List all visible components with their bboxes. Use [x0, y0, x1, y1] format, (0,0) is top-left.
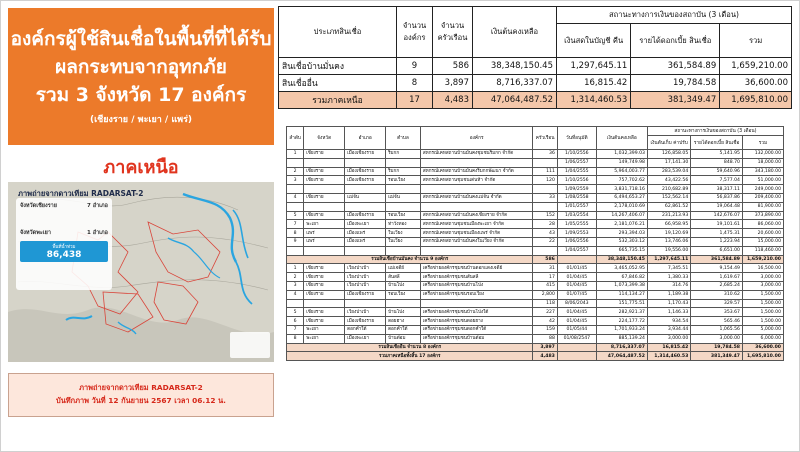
summary-header-status: สถานะทางการเงินของสถาบัน (3 เดือน) — [557, 7, 792, 24]
satellite-map — [8, 182, 274, 362]
summary-header-orgs: จำนวนองค์กร — [397, 7, 433, 58]
detail-grand-total: รวมภาคเหนือทั้งสิ้น 17 องค์กร 4,483 47,064,487.52 1,314,460.53 381,349.47 1,695,810.00 — [287, 352, 784, 361]
summary-row: สินเชื่ออื่น 8 3,897 8,716,337.07 16,815.42 19,784.58 36,600.00 — [279, 75, 792, 92]
region-label: ภาคเหนือ — [103, 157, 179, 178]
map-legend — [230, 332, 270, 358]
caption-line-2: บันทึกภาพ วันที่ 12 กันยายน 2567 เวลา 06.12 น. — [56, 396, 226, 405]
map-caption — [8, 373, 274, 417]
map-title: ภาพถ่ายจากดาวเทียม RADARSAT-2 — [18, 189, 144, 198]
detail-row: 3 เชียงราย เวียงป่าเป้า บ้านโป่ง เครือข่ายองค์กรชุมชนบ้านโป่ง 415 01/04/45 1,073,399.38 314.76 2,685.24 3,000.00 — [287, 281, 784, 290]
detail-row: 7 พะเยา เมืองพะเยา ท่าวังทอง สหกรณ์เคหสถานชุมชนเมืองพะเยา จำกัด 28 1/05/2555 2,181,076.21 66,958.95 19,101.61 86,060.00 — [287, 220, 784, 229]
detail-row: 8 แพร่ เมืองแพร่ ในเวียง สหกรณ์เคหสถานชุมชนเมืองแพร่ จำกัด 43 1/09/2553 293,394.03 19,120.69 1,475.31 20,600.00 — [287, 229, 784, 238]
summary-row: สินเชื่อบ้านมั่นคง 9 586 38,348,150.45 1,297,645.11 361,584.89 1,659,210.00 — [279, 58, 792, 75]
detail-row: 118 8/06/2043 151,775.51 1,170.43 329.57 1,500.00 — [287, 299, 784, 308]
title-block — [8, 8, 274, 145]
detail-row: 5 เชียงราย เวียงป่าเป้า บ้านโป่ง เครือข่ายองค์กรชุมชนบ้านโป่งใต้ 227 01/04/45 282,921.37 1,146.33 353.67 1,500.00 — [287, 308, 784, 317]
flood-area-box: พื้นที่น้ำท่วม 86,438 — [20, 241, 108, 262]
map-province-1: จังหวัดเชียงราย 7 อำเภอ — [20, 203, 108, 209]
detail-row: 6 เชียงราย เมืองเชียงราย ดอยฮาง เครือข่ายองค์กรชุมชนดอยฮาง 42 01/04/45 224,177.72 934.54 565.46 1,500.00 — [287, 317, 784, 326]
summary-header-balance: เงินต้นคงเหลือ — [473, 7, 557, 58]
summary-header-households: จำนวนครัวเรือน — [433, 7, 473, 58]
detail-row: 4 เชียงราย แม่จัน แม่จัน สหกรณ์เคหสถานบ้านมั่นคงแม่จัน จำกัด 33 1/08/2558 6,494,653.27 152,562.14 56,837.86 209,400.00 — [287, 193, 784, 202]
detail-row: 1 เชียงราย เมืองเชียงราย ริมกก สหกรณ์เคหสถานบ้านมั่นคงชุมชนริมกก จำกัด 36 1/10/2556 1,032,399.03 126,858.05 5,141.95 132,000.00 — [287, 150, 784, 159]
summary-table — [278, 6, 792, 109]
detail-row: 4 เชียงราย เมืองเชียงราย รอบเวียง เครือข่ายองค์กรชุมชนรอบเวียง 2,800 01/07/45 114,134.27 1,189.38 310.62 1,500.00 — [287, 290, 784, 299]
detail-subtotal-2: รวมสินเชื่ออื่น จำนวน 8 องค์กร 3,897 8,716,337.07 16,815.42 19,784.58 36,600.00 — [287, 343, 784, 352]
detail-row: 2 เชียงราย เมืองเชียงราย ริมกก สหกรณ์เคหสถานบ้านมั่นคงริมกกพัฒนา จำกัด 111 1/04/2555 5,964,003.77 283,539.04 59,640.96 343,180.00 — [287, 167, 784, 176]
summary-total-row: รวมภาคเหนือ 17 4,483 47,064,487.52 1,314,460.53 381,349.47 1,695,810.00 — [279, 92, 792, 109]
summary-header-overdue: รายได้ดอกเบี้ย สินเชื่อ — [631, 24, 720, 58]
detail-row: 1/09/2559 3,831,718.16 210,682.89 38,317.11 249,000.00 — [287, 185, 784, 194]
detail-row: 9 แพร่ เมืองแพร่ ในเวียง สหกรณ์เคหสถานบ้านมั่นคงในเวียง จำกัด 22 1/06/2556 532,303.12 13,746.06 1,223.94 15,000.00 — [287, 237, 784, 246]
detail-row: 1/06/2557 149,749.98 17,141.30 848.70 18,000.00 — [287, 158, 784, 167]
summary-header-cash: เงินสดในบัญชี คืน — [557, 24, 631, 58]
detail-row: 7 พะเยา ดอกคำใต้ ดอกคำใต้ เครือข่ายองค์กรชุมชนดอกคำใต้ 159 01/05/44 1,701,933.24 3,934.44 1,065.56 5,000.00 — [287, 325, 784, 334]
detail-status-header-row: ลำดับ จังหวัด อำเภอ ตำบล องค์กร ครัวเรือน วันที่อนุมัติ เงินต้นคงเหลือ สถานะทางการเงินของสถาบัน (3 เดือน) — [287, 127, 784, 136]
detail-row: 3 เชียงราย เมืองเชียงราย รอบเวียง สหกรณ์เคหสถานชุมชนเด่นห้า จำกัด 120 1/10/2556 757,702.62 43,422.56 7,577.04 51,000.00 — [287, 176, 784, 185]
title-line-2: ผลกระทบจากอุทกภัย — [55, 56, 227, 78]
title-line-3: รวม 3 จังหวัด 17 องค์กร — [35, 84, 247, 106]
title-provinces: (เชียงราย / พะเยา / แพร่) — [89, 115, 193, 125]
detail-row: 8 พะเยา เมืองพะเยา บ้านต๋อม เครือข่ายองค์กรชุมชนบ้านต๋อม 88 01/08/2547 885,139.24 3,000.00 3,000.00 6,000.00 — [287, 334, 784, 343]
detail-subtotal-1: รวมสินเชื่อบ้านมั่นคง จำนวน 9 องค์กร 586 38,348,150.45 1,297,645.11 361,584.89 1,659,210.00 — [287, 255, 784, 264]
detail-row: 2 เชียงราย เวียงป่าเป้า สันสลี เครือข่ายองค์กรชุมชนสันสลี 17 01/04/45 67,846.82 1,380.33 1,619.67 3,000.00 — [287, 273, 784, 282]
detail-table — [286, 126, 784, 361]
map-province-2: จังหวัดพะเยา 1 อำเภอ — [20, 230, 108, 236]
caption-line-1: ภาพถ่ายจากดาวเทียม RADARSAT-2 — [79, 383, 203, 392]
detail-row: 5 เชียงราย เมืองเชียงราย รอบเวียง สหกรณ์เคหสถานบ้านมั่นคงเชียงราย จำกัด 152 1/03/2554 14,267,406.07 231,213.93 142,676.07 373,890.00 — [287, 211, 784, 220]
summary-header-type: ประเภทสินเชื่อ — [279, 7, 397, 58]
detail-row: 1/04/2557 665,735.15 19,556.00 6,651.00 118,460.00 — [287, 246, 784, 255]
map-info-panel — [16, 198, 112, 290]
detail-row: 1 เชียงราย เวียงป่าเป้า แม่เจดีย์ เครือข่ายองค์กรชุมชนบ้านดอกแดงเจดีย์ 31 01/01/45 3,465,052.95 7,345.51 9,154.49 16,500.00 — [287, 264, 784, 273]
summary-header-total: รวม — [720, 24, 792, 58]
detail-header-row: เงินต้นเก็บ ค่าปรับ รายได้ดอกเบี้ย สินเชื่อ รวม — [287, 136, 784, 150]
title-line-1: องค์กรผู้ใช้สินเชื่อในพื้นที่ที่ได้รับ — [10, 28, 272, 50]
detail-row: 1/01/2557 2,178,010.69 62,861.52 19,064.48 81,900.00 — [287, 202, 784, 211]
